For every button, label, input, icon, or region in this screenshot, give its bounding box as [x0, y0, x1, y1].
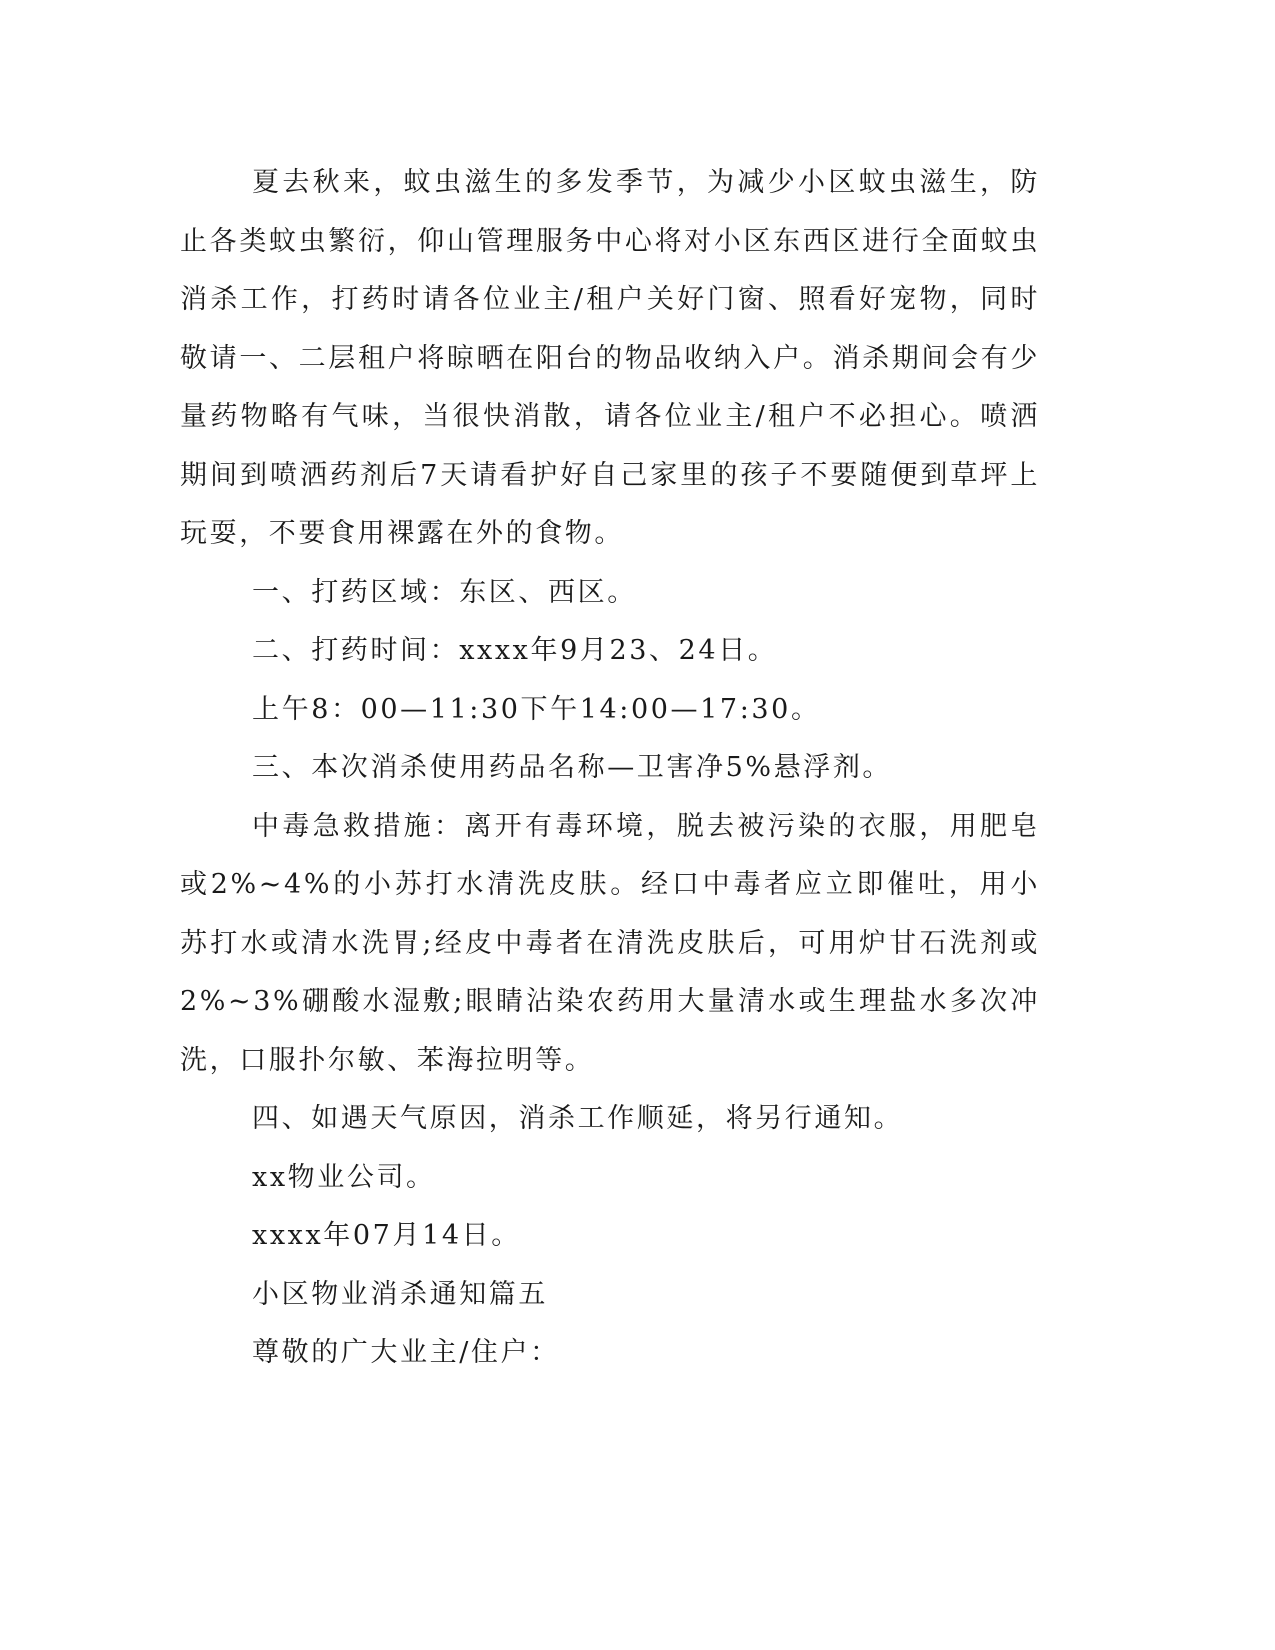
spray-time-line: 上午8：00—11:30下午14:00—17:30。	[252, 693, 821, 725]
spray-area-item: 一、打药区域：东区、西区。	[252, 576, 637, 608]
company-signature: xx物业公司。	[252, 1161, 436, 1193]
document-page	[180, 154, 1040, 1383]
pesticide-name-item: 三、本次消杀使用药品名称—卫害净5%悬浮剂。	[252, 752, 893, 783]
notice-date: xxxx年07月14日。	[252, 1220, 521, 1251]
section-heading: 小区物业消杀通知篇五	[252, 1278, 548, 1310]
weather-notice-item: 四、如遇天气原因，消杀工作顺延，将另行通知。	[252, 1103, 904, 1134]
first-aid-paragraph: 中毒急救措施：离开有毒环境，脱去被污染的衣服，用肥皂或2%~4%的小苏打水清洗皮肤。经口中毒者应立即催吐，用小苏打水或清水洗胃;经皮中毒者在清洗皮肤后，可用炉甘石洗剂或2%~3%硼酸水湿敷;眼睛沾染农药用大量清水或生理盐水多次冲洗，口服扑尔敏、苯海拉明等。	[180, 810, 1040, 1076]
intro-paragraph: 夏去秋来，蚊虫滋生的多发季节，为减少小区蚊虫滋生，防止各类蚊虫繁衍，仰山管理服务中心将对小区东西区进行全面蚊虫消杀工作，打药时请各位业主/租户关好门窗、照看好宠物，同时敬请一、二层租户将晾晒在阳台的物品收纳入户。消杀期间会有少量药物略有气味，当很快消散，请各位业主/租户不必担心。喷洒期间到喷洒药剂后7天请看护好自己家里的孩子不要随便到草坪上玩耍，不要食用裸露在外的食物。	[180, 167, 1040, 549]
spray-date-item: 二、打药时间：xxxx年9月23、24日。	[252, 635, 778, 666]
salutation: 尊敬的广大业主/住户：	[252, 1337, 560, 1368]
